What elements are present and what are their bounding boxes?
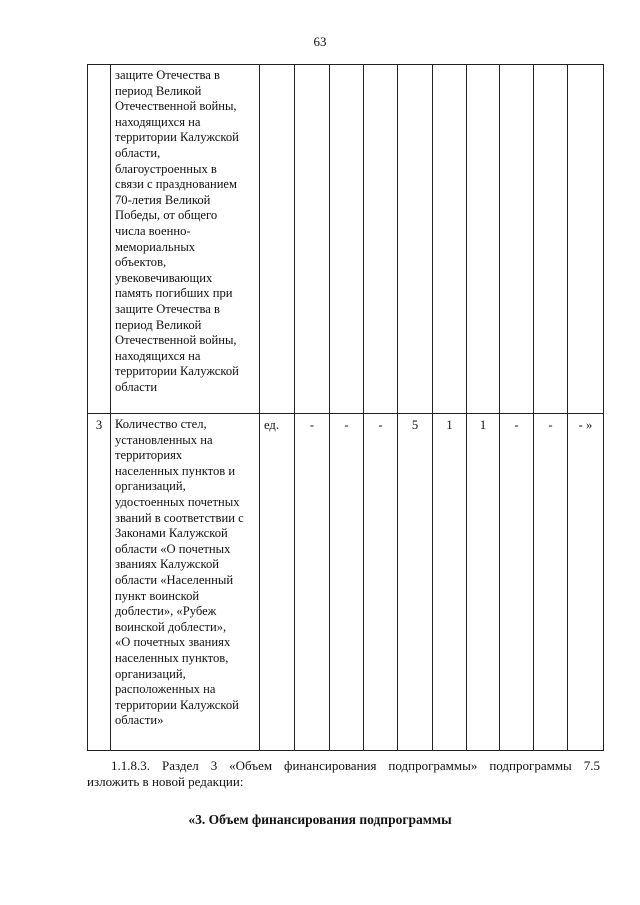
row-unit <box>260 65 295 414</box>
row-value: - <box>500 414 534 751</box>
row-value <box>330 65 364 414</box>
row-value: - » <box>568 414 604 751</box>
row-description: Количество стел, установленных на территориях населенных пунктов и организаций, удостоенных почетных званий в соответствии с Законами Калужской области «О почетных званиях Калужской области «Населенный пункт воинской доблести», «Рубеж воинской доблести», «О почетных званиях населенных пунктов, организаций, расположенных на территории Калужской области» <box>111 414 260 751</box>
amendment-paragraph <box>87 758 600 790</box>
table-row <box>88 414 604 751</box>
row-value: 5 <box>398 414 433 751</box>
row-value: 1 <box>433 414 467 751</box>
table-row <box>88 65 604 414</box>
row-value <box>534 65 568 414</box>
row-value: - <box>534 414 568 751</box>
row-value: - <box>330 414 364 751</box>
row-value <box>364 65 398 414</box>
row-value: - <box>364 414 398 751</box>
row-unit: ед. <box>260 414 295 751</box>
row-value <box>500 65 534 414</box>
paragraph-line-1: 1.1.8.3. Раздел 3 «Объем финансирования подпрограммы» подпрограммы 7.5 <box>111 758 600 773</box>
row-value <box>568 65 604 414</box>
row-number: 3 <box>88 414 111 751</box>
row-value <box>467 65 500 414</box>
paragraph-line-2: изложить в новой редакции: <box>87 774 244 789</box>
row-description: защите Отечества в период Великой Отечественной войны, находящихся на территории Калужской области, благоустроенных в связи с празднованием 70-летия Великой Победы, от общего числа военно- мемориальных объектов, увековечивающих память погибших при защите Отечества в период Великой Отечественной войны, находящихся на территории Калужской области <box>111 65 260 414</box>
row-value: - <box>295 414 330 751</box>
row-value <box>433 65 467 414</box>
row-value: 1 <box>467 414 500 751</box>
indicators-table <box>87 64 604 751</box>
row-number <box>88 65 111 414</box>
section-heading: «3. Объем финансирования подпрограммы <box>188 812 452 827</box>
row-value <box>295 65 330 414</box>
page-number: 63 <box>313 34 327 49</box>
row-value <box>398 65 433 414</box>
